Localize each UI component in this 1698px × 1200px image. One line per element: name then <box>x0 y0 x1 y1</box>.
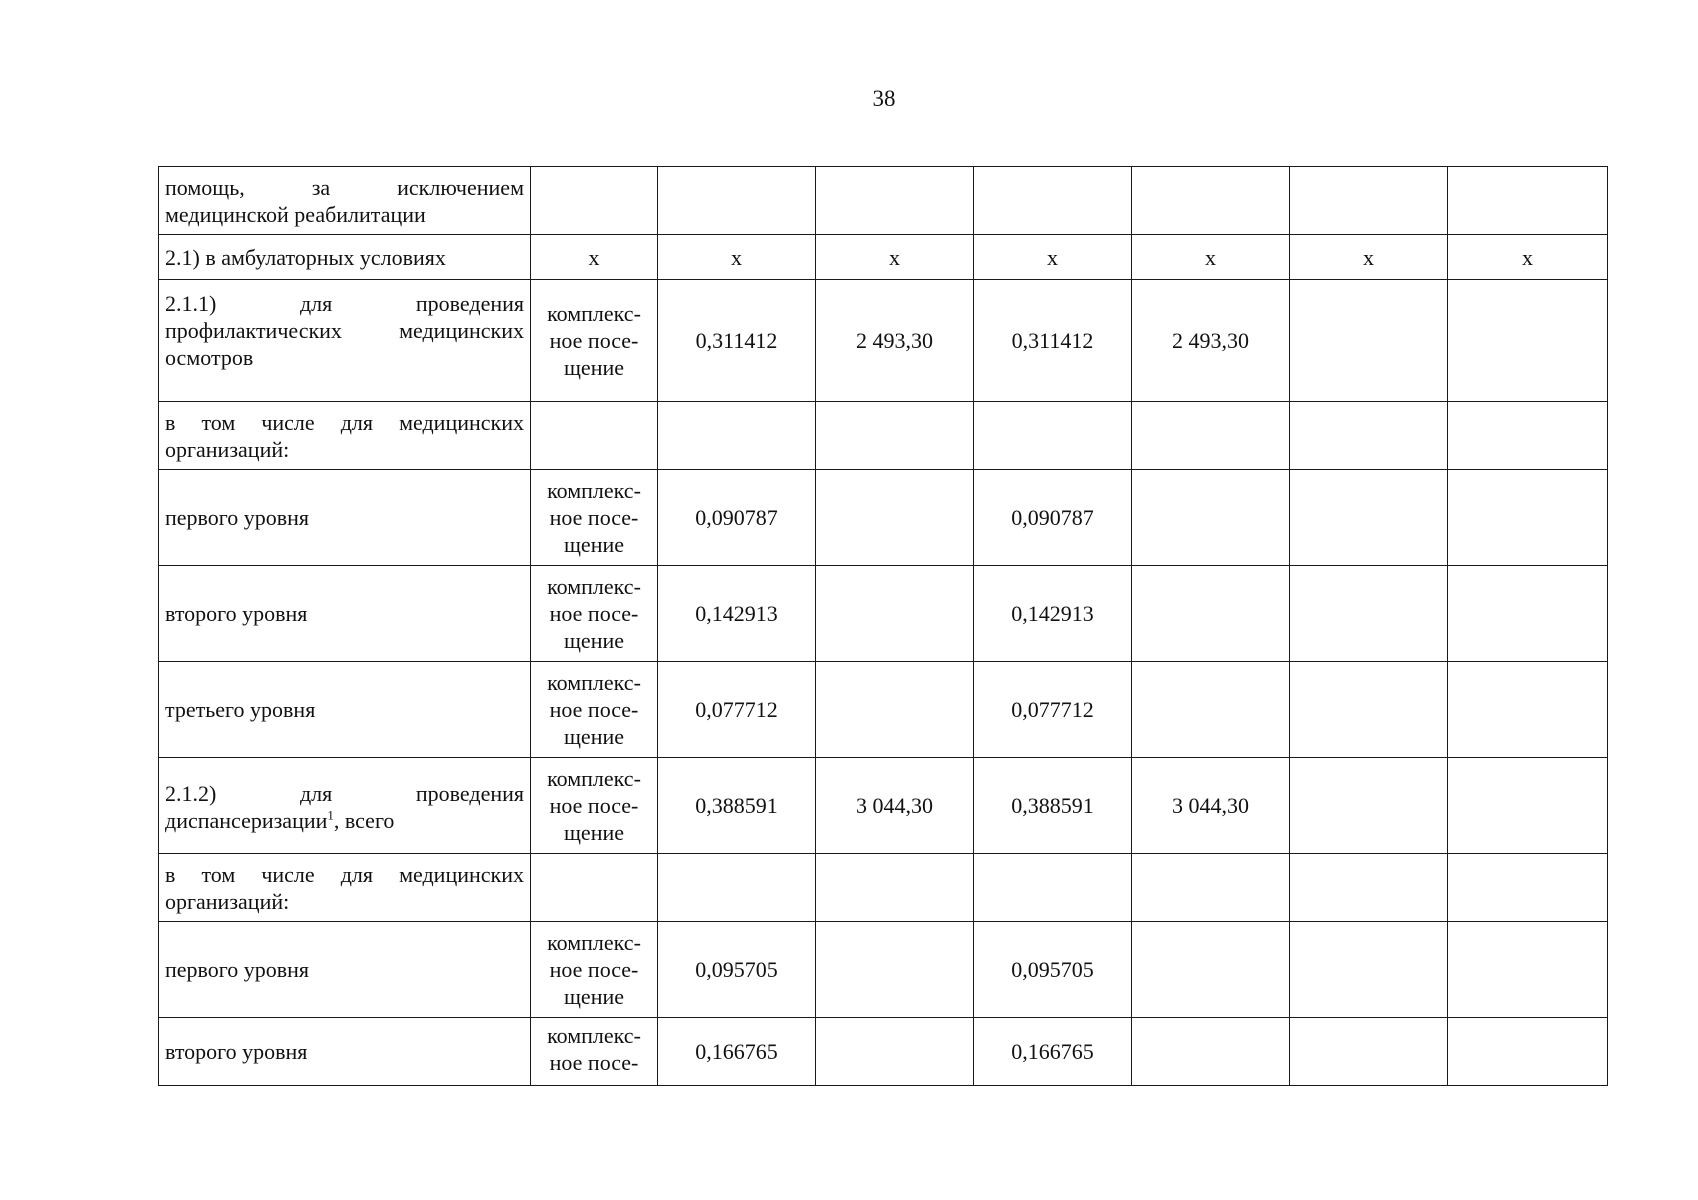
table-cell <box>658 854 816 922</box>
table-cell <box>1448 1018 1608 1086</box>
unit-cell <box>531 402 658 470</box>
table-cell <box>974 167 1132 235</box>
table-cell <box>1290 566 1448 662</box>
table-row <box>159 402 1608 470</box>
table-cell <box>1290 402 1448 470</box>
table-row <box>159 235 1608 280</box>
table-cell <box>1448 402 1608 470</box>
table-cell <box>1448 662 1608 758</box>
table-cell <box>974 854 1132 922</box>
unit-cell: комплекс- ное посе- щение <box>531 758 658 854</box>
table-cell: 0,077712 <box>974 662 1132 758</box>
row-label: второго уровня <box>159 1018 531 1086</box>
unit-cell: комплекс- ное посе- щение <box>531 566 658 662</box>
table-cell <box>1448 854 1608 922</box>
table-cell: 0,077712 <box>658 662 816 758</box>
table-cell: 2 493,30 <box>1132 280 1290 402</box>
table-cell: 0,090787 <box>974 470 1132 566</box>
unit-cell: комплекс- ное посе- щение <box>531 662 658 758</box>
row-label: 2.1) в амбулаторных условиях <box>159 235 531 280</box>
row-label: второго уровня <box>159 566 531 662</box>
table-row <box>159 758 1608 854</box>
table-row <box>159 470 1608 566</box>
unit-cell: комплекс- ное посе- щение <box>531 922 658 1018</box>
table-cell <box>974 402 1132 470</box>
row-label: третьего уровня <box>159 662 531 758</box>
table-cell <box>816 167 974 235</box>
table-cell: х <box>658 235 816 280</box>
table-cell <box>1132 662 1290 758</box>
table-cell: х <box>1290 235 1448 280</box>
table-cell: х <box>1448 235 1608 280</box>
page-number: 38 <box>872 86 896 111</box>
table-cell <box>816 854 974 922</box>
table-cell <box>816 662 974 758</box>
table-cell <box>1290 758 1448 854</box>
table-cell <box>1290 280 1448 402</box>
table-cell: 0,095705 <box>658 922 816 1018</box>
table-cell <box>1448 566 1608 662</box>
table-row <box>159 662 1608 758</box>
unit-cell <box>531 854 658 922</box>
table-cell <box>816 470 974 566</box>
table-cell: х <box>1132 235 1290 280</box>
table-cell <box>1132 922 1290 1018</box>
unit-cell <box>531 167 658 235</box>
table-cell <box>1290 167 1448 235</box>
unit-cell: комплекс- ное посе- <box>531 1018 658 1086</box>
table-cell <box>1448 922 1608 1018</box>
row-label: первого уровня <box>159 470 531 566</box>
table-cell <box>816 566 974 662</box>
table-cell: 0,311412 <box>974 280 1132 402</box>
table-cell <box>1290 922 1448 1018</box>
unit-cell: комплекс- ное посе- щение <box>531 470 658 566</box>
table-cell <box>658 402 816 470</box>
table-cell <box>658 167 816 235</box>
row-label: первого уровня <box>159 922 531 1018</box>
table-cell <box>1132 854 1290 922</box>
row-label: помощь, за исключением медицинской реабилитации <box>159 167 531 235</box>
table-cell <box>816 402 974 470</box>
table-row <box>159 1018 1608 1086</box>
table-row <box>159 280 1608 402</box>
table-cell <box>1290 1018 1448 1086</box>
table-cell <box>1290 662 1448 758</box>
row-label: в том числе для медицинских организаций: <box>159 854 531 922</box>
table-cell: 0,166765 <box>658 1018 816 1086</box>
table-cell: х <box>816 235 974 280</box>
unit-cell: х <box>531 235 658 280</box>
table-cell <box>1132 1018 1290 1086</box>
table-cell: 0,142913 <box>658 566 816 662</box>
table-cell: 0,388591 <box>658 758 816 854</box>
table-cell: 3 044,30 <box>816 758 974 854</box>
table-cell: 0,142913 <box>974 566 1132 662</box>
table-cell: 0,095705 <box>974 922 1132 1018</box>
table-cell <box>1448 280 1608 402</box>
table-cell <box>1132 566 1290 662</box>
table-row <box>159 922 1608 1018</box>
table-cell: 3 044,30 <box>1132 758 1290 854</box>
row-label: в том числе для медицинских организаций: <box>159 402 531 470</box>
table-cell <box>1132 470 1290 566</box>
table-cell: 0,311412 <box>658 280 816 402</box>
table-cell <box>816 922 974 1018</box>
table-row <box>159 854 1608 922</box>
table-row <box>159 566 1608 662</box>
unit-cell: комплекс- ное посе- щение <box>531 280 658 402</box>
table-cell <box>1132 167 1290 235</box>
table-cell: 0,388591 <box>974 758 1132 854</box>
table-cell <box>1448 470 1608 566</box>
row-label: 2.1.2) для проведения диспансеризации$^1$, всего <box>159 758 531 854</box>
table-cell <box>1448 758 1608 854</box>
table-cell <box>1132 402 1290 470</box>
table-cell <box>1448 167 1608 235</box>
indicators-table <box>158 166 1608 1086</box>
table-cell: 2 493,30 <box>816 280 974 402</box>
table-cell <box>816 1018 974 1086</box>
table-row <box>159 167 1608 235</box>
row-label: 2.1.1) для проведения профилактических медицинских осмотров <box>159 280 531 402</box>
table-cell: х <box>974 235 1132 280</box>
table-cell <box>1290 470 1448 566</box>
table-cell: 0,090787 <box>658 470 816 566</box>
table-cell <box>1290 854 1448 922</box>
footnote-marker: 1 <box>327 807 334 823</box>
table-cell: 0,166765 <box>974 1018 1132 1086</box>
